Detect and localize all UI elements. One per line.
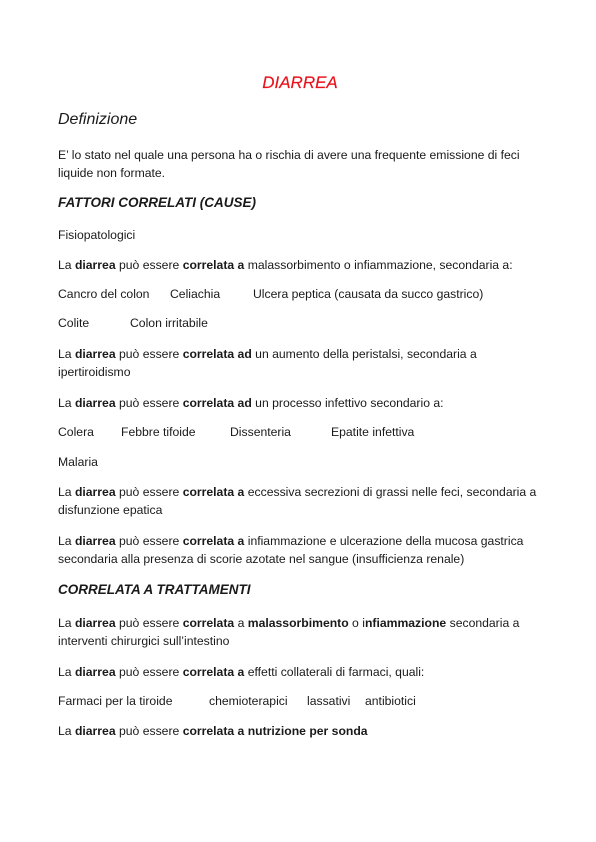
paragraph-8: La diarrea può essere correlata a nutrizione per sonda: [58, 724, 368, 738]
list-item: Febbre tifoide: [121, 425, 196, 439]
definition-heading: Definizione: [58, 111, 138, 128]
drug-list: [58, 692, 542, 710]
list-item: Malaria: [58, 455, 98, 469]
paragraph-3: La diarrea può essere correlata ad un processo infettivo secondario a:: [58, 396, 444, 410]
condition-list-4: [58, 453, 98, 471]
list-item: Dissenteria: [230, 425, 291, 439]
list-item: Colera: [58, 425, 94, 439]
list-item: Cancro del colon: [58, 287, 150, 301]
condition-list-1: [58, 285, 542, 303]
list-item: Ulcera peptica (causata da succo gastrico): [253, 287, 484, 301]
list-item: Colon irritabile: [130, 316, 208, 330]
category-label: Fisiopatologici: [58, 228, 136, 242]
paragraph-7: La diarrea può essere correlata a effetti collaterali di farmaci, quali:: [58, 665, 425, 679]
section-heading-treatments: CORRELATA A TRATTAMENTI: [58, 582, 251, 597]
list-item: antibiotici: [365, 694, 416, 708]
paragraph-2: La diarrea può essere correlata ad un aumento della peristalsi, secondaria a ipertiroidismo: [58, 347, 477, 379]
condition-list-2: [58, 314, 542, 332]
list-item: Colite: [58, 316, 90, 330]
definition-text: E’ lo stato nel quale una persona ha o rischia di avere una frequente emissione di feci liquide non formate.: [58, 148, 520, 180]
list-item: Farmaci per la tiroide: [58, 694, 173, 708]
section-heading-causes: FATTORI CORRELATI (CAUSE): [58, 195, 256, 210]
list-item: Celiachia: [170, 287, 221, 301]
paragraph-1: La diarrea può essere correlata a malassorbimento o infiammazione, secondaria a:: [58, 258, 513, 272]
list-item: Epatite infettiva: [331, 425, 415, 439]
list-item: lassativi: [307, 694, 351, 708]
paragraph-4: La diarrea può essere correlata a eccessiva secrezioni di grassi nelle feci, secondaria a disfunzione epatica: [58, 485, 537, 517]
page-title: DIARREA: [262, 73, 338, 92]
paragraph-5: La diarrea può essere correlata a infiammazione e ulcerazione della mucosa gastrica secondaria alla presenza di scorie azotate nel sangue (insufficienza renale): [58, 534, 524, 566]
list-item: chemioterapici: [209, 694, 288, 708]
condition-list-3: [58, 423, 542, 441]
paragraph-6: La diarrea può essere correlata a malassorbimento o infiammazione secondaria a interventi chirurgici sull’intestino: [58, 616, 520, 648]
